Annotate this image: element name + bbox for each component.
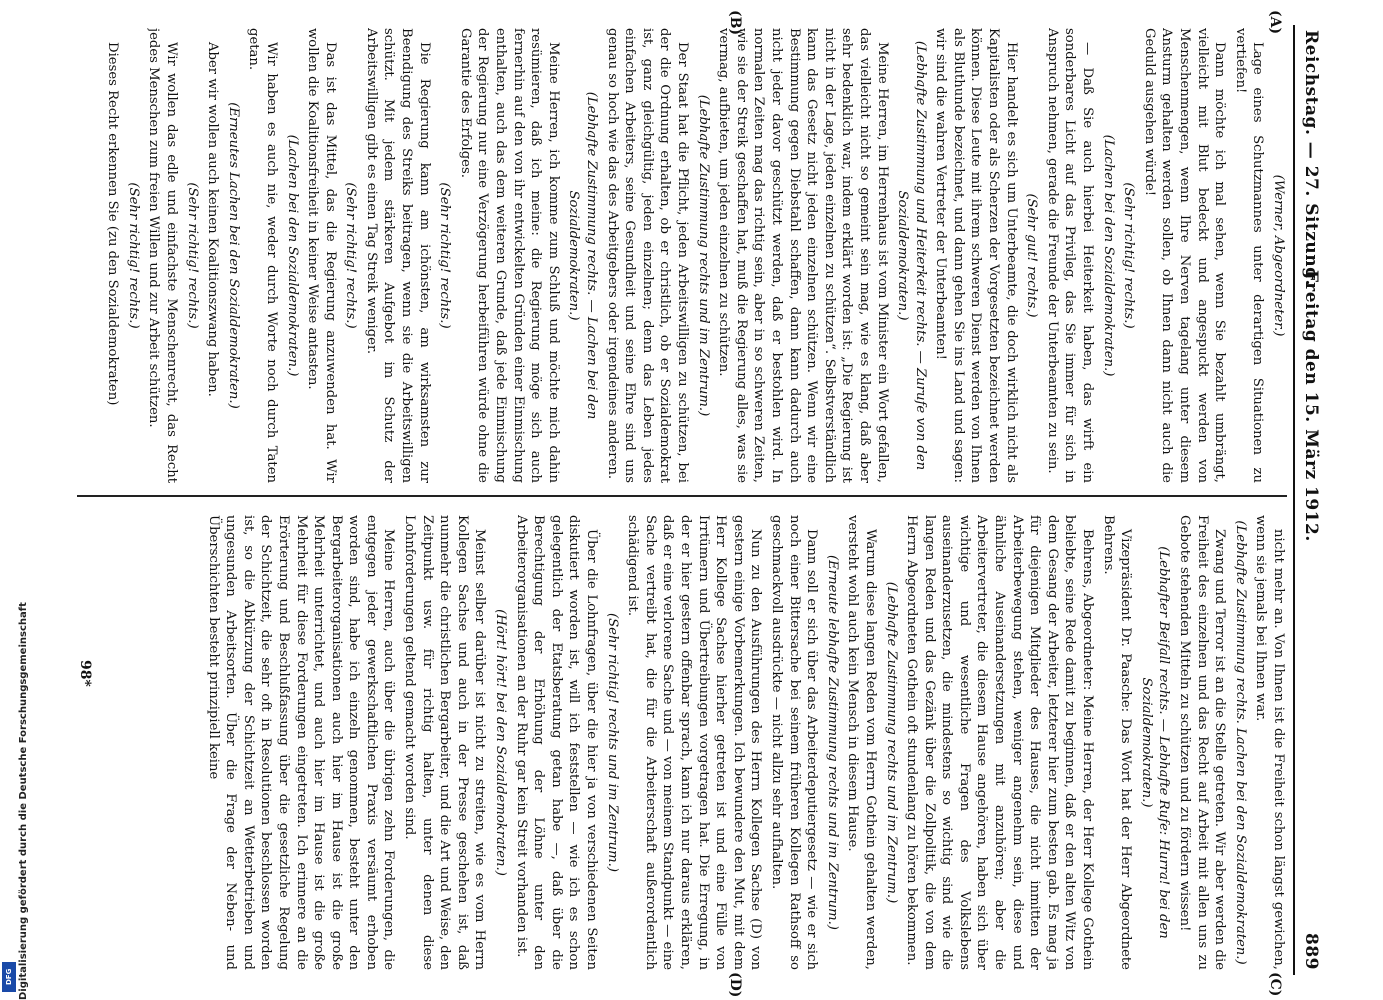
paragraph: Meine Herren, ich komme zum Schluß und möchte mich dahin resümieren, daß ich meine: die Regierung möge sich auch fernerhin auf den von ihr entwickelten Gründen einer Einmischung enthalten, auch das dem weiteren Grunde, daß jede Einmischung der Regierung nur eine Verzögerung herbeiführen würde ohne die Garantie des Erfolges. xyxy=(457,28,561,483)
paragraph: (Erneutes Lachen bei den Sozialdemokraten.) xyxy=(225,102,241,409)
page-number: 889 xyxy=(1301,933,1321,970)
paragraph: (Lachen bei den Sozialdemokraten.) xyxy=(1100,134,1116,377)
paragraph: Zwang und Terror ist an die Stelle getreten. Wir aber werden die Freiheit des einzelnen und das Recht auf Arbeit mit allen uns zu Gebote stehenden Mitteln zu schützen und zu fördern wissen! xyxy=(1177,515,1228,970)
header-rule xyxy=(1293,25,1295,975)
paragraph: (Lachen bei den Sozialdemokraten.) xyxy=(284,134,300,377)
paragraph: Das ist das Mittel, das die Regierung anzuwenden hat. Wir wollen die Koalitionsfreiheit in keiner Weise antasten. xyxy=(305,28,338,483)
paragraph: Vizepräsident Dr. Paasche: Das Wort hat der Herr Abgeordnete Behrens. xyxy=(1100,515,1134,970)
paragraph: Dann möchte ich mal sehen, wenn Sie bezahlt umbrängt, vielleicht mit Blut bedeckt und angespuckt werden von Menschenmengen, wenn Ihre Nerven tagelang unter diesem Ansturm gehalten werden sollen, ob Ihnen dann nicht auch die Geduld ausgehen würde! xyxy=(1141,28,1228,483)
paragraph: Über die Lohnfragen, über die hier ja von verschiedenen Seiten diskutiert worden ist, will ich feststellen — wie ich es schon gelegentlich der Etatsberatung getan habe —, daß über die Berechtigung der Erhöhung der Löhne unter den Arbeiterorganisationen an der Ruhr gar kein Streit vorhanden ist. xyxy=(513,515,600,970)
paragraph: Nun zu den Ausführungen des Herrn Kollegen Sachse (D) von gestern einige Vorbemerkungen. Ich bewundere den Mut, mit dem Herr Kollege Sachse hierher getreten ist und eine Fülle von Irrtümern und Übertreibungen vorgetragen hat. Die Erregung, in der er hier gestern offenbar sprach, kann ich nur daraus erklären, daß er eine verlorene Sache und — von meinem Standpunkt — eine Sache vertreibt hat, die für die Arbeiterschaft außerordentlich schädigend ist. xyxy=(625,515,764,970)
signature-mark: 98* xyxy=(77,660,93,687)
page-header xyxy=(1297,30,1325,970)
paragraph: Der Staat hat die Pflicht, jeden Arbeitswilligen zu schützen, bei der die Ordnung erhalten, ob er christlich, ob er Sozialdemokrat ist, ganz gleichgültig, jeden einzelnen; denn das Leben jedes einfachen Arbeiters, seine Gesundheit und seine Ehre sind uns genau so hoch wie das des Arbeitgebers oder irgendeines anderen. xyxy=(604,28,690,483)
paragraph: nicht mehr an. Von Ihnen ist die Freiheit schon längst gewichen, wenn sie jemals bei Ihnen war. xyxy=(1253,515,1286,970)
dfg-logo: DFG xyxy=(2,962,16,992)
margin-marker-c: (C) xyxy=(1267,972,1283,997)
paragraph: Dann soll er sich über das Arbeiterdeputiergesetz — wie er sich noch einer Bittersache bei seinem früheren Kollegen Rathsoff so geschmackvoll ausdrückte — nicht allzu sehr aufhalten. xyxy=(768,515,820,970)
paragraph: Meinst selber darüber ist nicht zu streiten, wie es vom Herrn Kollegen Sachse und auch in der Presse geschehen ist, daß nunmehr die christlichen Bergarbeiter, und die Art und Weise, den Zeitpunkt usw. für richtig halten, unter denen diese Lohnforderungen geltend gemacht worden sind. xyxy=(402,515,488,970)
paragraph: (Lebhafte Zustimmung rechts. Lachen bei den Sozialdemokraten.) xyxy=(1232,520,1248,965)
margin-marker-a: (A) xyxy=(1267,10,1283,35)
paragraph: (Sehr richtig! rechts und im Zentrum.) xyxy=(604,612,620,872)
paragraph: Hier handelt es sich um Unterbeamte, die doch wirklich nicht als Kapitalisten oder als Scherzen der Vorgesetzten bezeichnet werden können. Diese Leute mit ihrem schweren Dienst werden von Ihnen als Bluthunde bezeichnet, und dann gehen Sie ins Land und sagen: wir sind die wahren Vertreter der Unterbeamten! xyxy=(933,28,1019,483)
paragraph: Lage eines Schutzmannes unter derartigen Situationen zu vertiefen! xyxy=(1232,28,1266,483)
paragraph: Behrens, Abgeordneter: Meine Herren, der Herr Kollege Gothein beliebte, seine Rede damit zu beginnen, daß er den alten Witz von dem Gesang der Arbeiter, letzterer hier zum besten gab. Es mag ja für diejenigen Mitglieder des Hauses, die nicht inmitten der Arbeiterbewegung stehen, weniger angenehm sein, diese und ähnliche Auseinandersetzungen mit anzuhören; aber die Arbeitervertreter, die diesem Hause angehören, haben sich über wichtige und wesentliche Fragen des Volkslebens auseinanderzusetzen, die mindestens so wichtig sind wie die langen Reden und das Gezänk über die Zollpolitik, die von dem Herrn Abgeordneten Gothein oft stundenlang zu hören bekommen. xyxy=(904,515,1096,970)
paragraph: Wir wollen das edle und einfachste Menschenrecht, das Recht jedes Menschen zum freien Willen und zur Arbeit schützen. xyxy=(146,28,179,483)
paragraph: (Sehr richtig! rechts.) xyxy=(343,182,359,329)
digitization-credit: Digitalisierung gefördert durch die Deutsche Forschungsgemeinschaft xyxy=(18,602,29,1000)
paragraph: Wir haben es auch nie, weder durch Worte noch durch Taten getan. xyxy=(246,28,279,483)
paragraph: Meine Herren, auch über die übrigen zehn Forderungen, die entgegen jeder gewerkschaftlichen Praxis versäumt erhoben worden sind, habe ich einzeln genommen, besteht unter den Bergarbeiterorganisationen auch hier im Hause ist die große Mehrheit unterrichtet, und auch hier im Hause ist die große Mehrheit für diese Forderungen eingetreten. Ich erinnere an die Erörterung und Beschlußfassung über die gesetzliche Regelung der Schichtzeit, die sehr oft in Resolutionen beschlossen worden ist, so die Abkürzung der Schichtzeit an Wetterbetrieben und ungesunden Arbeitsorten. Über die Frage der Neben- und Überschichten besteht prinzipiell keine xyxy=(205,515,397,970)
paragraph: Warum diese langen Reden vom Herrn Gothein gehalten werden, versteht wohl auch kein Mensch in diesem Hause. xyxy=(845,515,878,970)
paragraph: Die Regierung kann am ichönsten, am wirksamsten zur Beendigung des Streiks beitragen, wenn sie die Arbeitswilligen schützt. Mit jedem stärkeren Aufgebot im Schutz der Arbeitswilligen gibt es einen Tag Streik weniger. xyxy=(363,28,432,483)
paragraph: (Lebhafter Beifall rechts. — Lebhafte Rufe: Hurra! bei den Sozialdemokraten.) xyxy=(1138,546,1172,939)
paragraph: (Sehr gut! rechts.) xyxy=(1024,193,1040,318)
paragraph: (Sehr richtig! rechts.) xyxy=(184,182,200,329)
paragraph: (Lebhafte Zustimmung rechts und im Zentrum.) xyxy=(883,581,899,904)
paragraph: (Sehr richtig! rechts.) xyxy=(437,182,453,329)
column-divider xyxy=(77,495,1287,497)
session-title: Reichstag. — 27. Sitzung. xyxy=(1301,30,1321,286)
paragraph: (Hört! hört! bei den Sozialdemokraten.) xyxy=(493,609,509,876)
margin-marker-b: (B) xyxy=(727,10,743,36)
paragraph: (Werner, Abgeordneter.) xyxy=(1271,174,1286,337)
left-column xyxy=(72,28,1287,483)
paragraph: (Sehr richtig! rechts.) xyxy=(125,182,141,329)
paragraph: — Daß Sie auch hierbei Heiterkeit haben, das wirft ein sonderbares Licht auf das Privileg, das Sie immer für sich in Anspruch nehmen, gerade die Freunde der Unterbeamten zu sein. xyxy=(1044,28,1096,483)
paragraph: Aber wir wollen auch keinen Koalitionszwang haben. xyxy=(205,42,221,397)
paragraph: Meine Herren, im Herrenhaus ist vom Minister ein Wort gefallen, das vielleicht nicht so gemeint sein mag, wie es klang, daß aber sehr bedenklich war, indem erklärt worden ist: „Die Regierung ist nicht in der Lage, jeden einzelnen zu schützen“. Selbstverständlich kann das Gesetz nicht jeden einzelnen schützen. Wenn wir eine Bestimmung gegen Diebstahl schaffen, dann kann dadurch auch nicht jeder davor geschützt werden, daß er bestohlen wird. In normalen Zeiten mag das richtig sein, aber in so schweren Zeiten, wie sie der Streik geschaffen hat, muß die Regierung alles, was sie vermag, aufbieten, um jeden einzelnen zu schützen. xyxy=(716,28,890,483)
paragraph: (Lebhafte Zustimmung rechts und im Zentrum.) xyxy=(695,94,711,417)
paragraph: Dieses Recht erkennen Sie (zu den Sozialdemokraten) xyxy=(105,42,121,406)
margin-marker-d: (D) xyxy=(727,972,743,998)
right-column xyxy=(72,515,1287,970)
paragraph: (Lebhafte Zustimmung rechts. — Lachen bei den Sozialdemokraten.) xyxy=(566,91,600,420)
paragraph: (Lebhafte Zustimmung und Heiterkeit rechts. — Zurufe von den Sozialdemokraten.) xyxy=(895,40,928,471)
paragraph: (Sehr richtig! rechts.) xyxy=(1121,182,1137,329)
paragraph: (Erneute lebhafte Zustimmung rechts und im Zentrum.) xyxy=(824,555,840,930)
session-date: Freitag den 15. März 1912. xyxy=(1301,270,1321,542)
